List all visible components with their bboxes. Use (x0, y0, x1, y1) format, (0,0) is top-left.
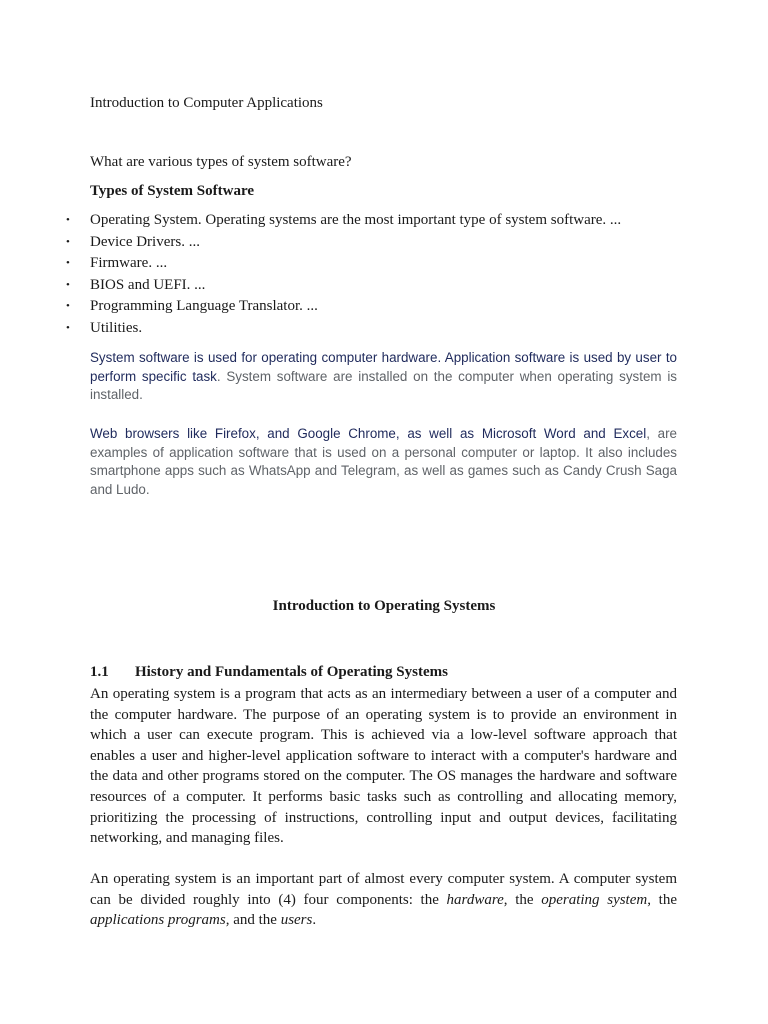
document-title: Introduction to Computer Applications (90, 95, 323, 111)
list-item: • Operating System. Operating systems are the most important type of system software. ... (90, 210, 621, 232)
list-item: • Utilities. (90, 318, 621, 340)
list-item: • Programming Language Translator. ... (90, 296, 621, 318)
bullet-icon: • (66, 257, 70, 270)
section-title: History and Fundamentals of Operating Systems (135, 664, 448, 680)
os-components-paragraph: An operating system is an important part of almost every computer system. A computer system can be divided roughly into (4) four components: the hardware, the operating system, the applications programs, and the users. (90, 871, 677, 929)
bullet-icon: • (66, 321, 70, 334)
application-software-paragraph: Web browsers like Firefox, and Google Chrome, as well as Microsoft Word and Excel, are examples of application software that is used on a personal computer or laptop. It also includes smartphone apps such as WhatsApp and Telegram, as well as games such as Candy Crush Saga and Ludo. (90, 426, 677, 498)
chapter-title: Introduction to Operating Systems (272, 598, 496, 614)
bullet-icon: • (66, 278, 70, 291)
os-definition-paragraph: An operating system is a program that acts as an intermediary between a user of a computer and the computer hardware. The purpose of an operating system is to provide an environment in which a user can execute program. This is achieved via a low-level software approach that enables a user and higher-level application software to interact with a computer's hardware and the data and other programs stored on the computer. The OS manages the hardware and software resources of a computer. It performs basic tasks such as controlling and allocating memory, prioritizing the processing of instructions, controlling input and output devices, facilitating networking, and managing files. (90, 686, 677, 847)
question-text: What are various types of system software? (90, 154, 352, 170)
list-item: • Device Drivers. ... (90, 232, 621, 254)
system-software-list (66, 210, 622, 340)
bullet-icon: • (66, 214, 70, 226)
list-item: • Firmware. ... (90, 253, 621, 275)
section-number: 1.1 (90, 664, 109, 680)
section-heading (90, 664, 448, 681)
types-heading: Types of System Software (90, 183, 255, 199)
list-item: • BIOS and UEFI. ... (90, 275, 621, 297)
highlighted-text: Web browsers like Firefox, and Google Chrome, as well as Microsoft Word and Excel (90, 426, 647, 441)
bullet-icon: • (66, 235, 70, 248)
highlighted-text: System software is used for operating computer hardware. Application software is used by user to perform specific task (90, 350, 677, 384)
system-software-paragraph: System software is used for operating computer hardware. Application software is used by user to perform specific task. System software are installed on the computer when operating system is installed. (90, 350, 677, 403)
bullet-icon: • (66, 300, 70, 313)
